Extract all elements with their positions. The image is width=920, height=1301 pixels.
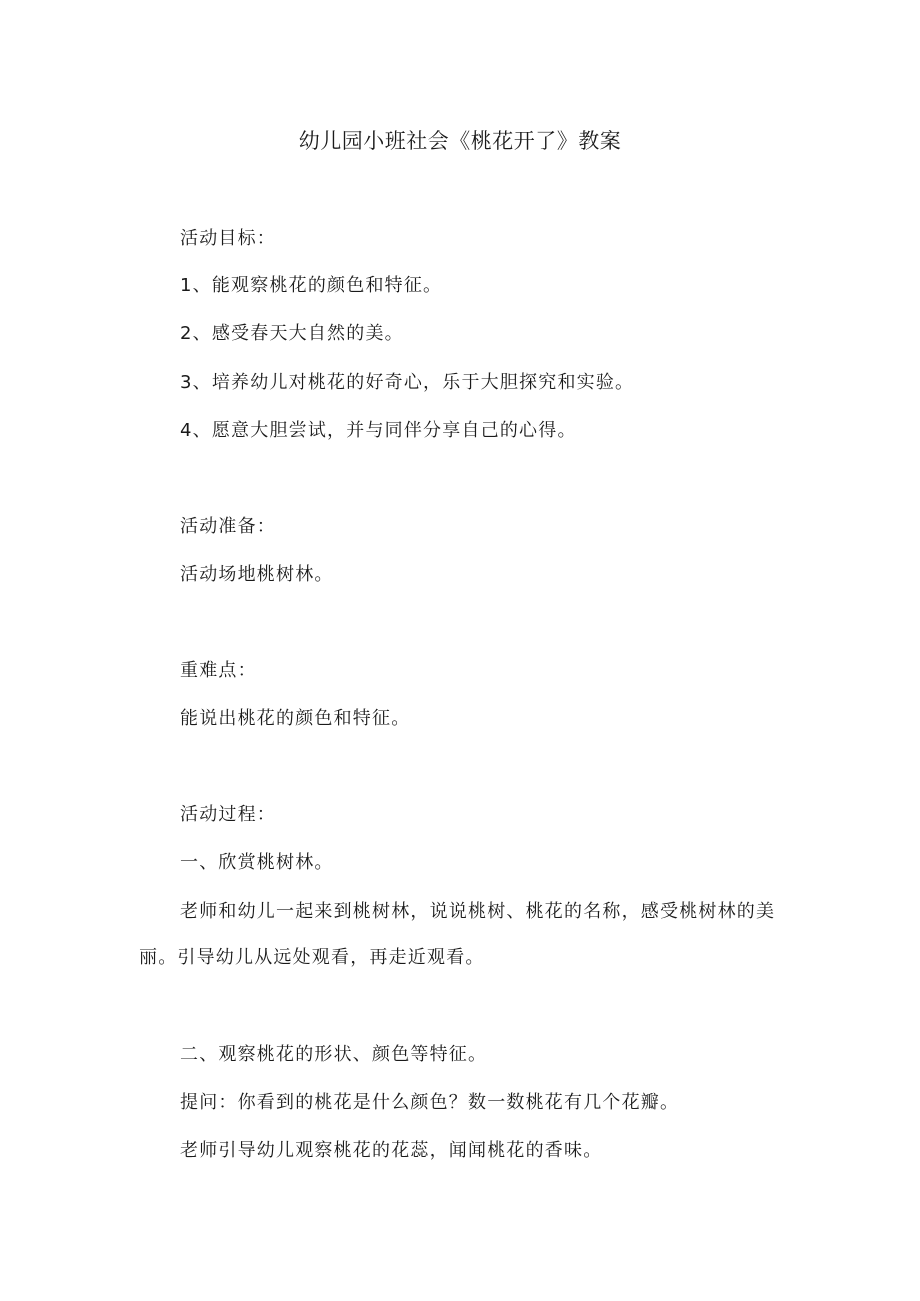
key-points-heading: 重难点：: [180, 660, 257, 681]
goal-item-4: 4、愿意大胆尝试，并与同伴分享自己的心得。: [180, 420, 577, 441]
document-title: 幼儿园小班社会《桃花开了》教案: [298, 129, 622, 153]
preparation-text: 活动场地桃树林。: [180, 564, 334, 585]
goal-item-2: 2、感受春天大自然的美。: [180, 323, 404, 344]
step2-guide: 老师引导幼儿观察桃花的花蕊，闻闻桃花的香味。: [180, 1140, 603, 1161]
key-points-text: 能说出桃花的颜色和特征。: [180, 708, 411, 729]
step2-question: 提问：你看到的桃花是什么颜色？数一数桃花有几个花瓣。: [180, 1092, 680, 1113]
step1-paragraph: 老师和幼儿一起来到桃树林，说说桃树、桃花的名称，感受桃树林的美丽。引导幼儿从远处观看，再走近观看。: [139, 901, 776, 968]
step2-heading: 二、观察桃花的形状、颜色等特征。: [180, 1044, 488, 1065]
process-heading: 活动过程：: [180, 804, 276, 825]
goal-item-1: 1、能观察桃花的颜色和特征。: [180, 275, 443, 296]
preparation-heading: 活动准备：: [180, 516, 276, 537]
goal-item-3: 3、培养幼儿对桃花的好奇心，乐于大胆探究和实验。: [180, 372, 635, 393]
goals-heading: 活动目标：: [180, 228, 276, 249]
step1-heading: 一、欣赏桃树林。: [180, 852, 334, 873]
